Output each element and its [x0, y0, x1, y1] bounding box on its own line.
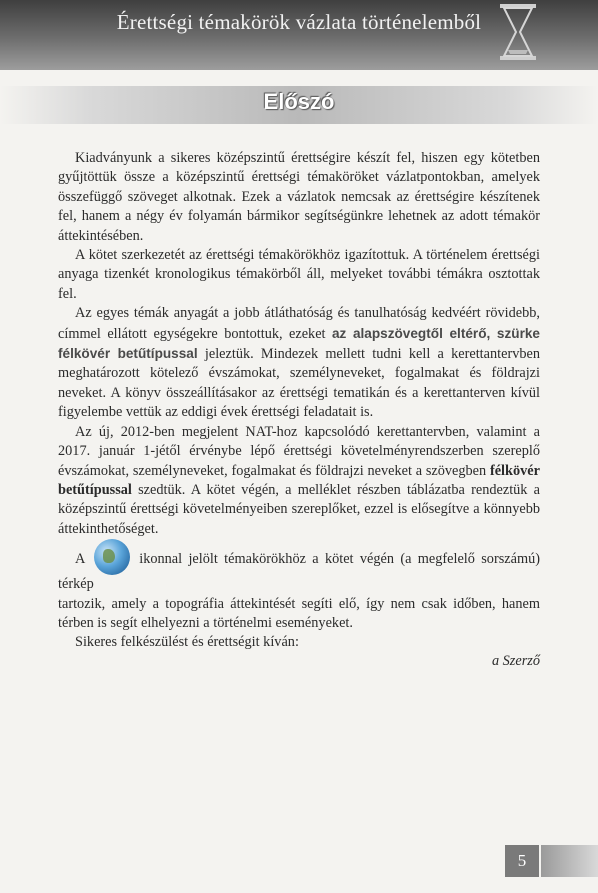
- paragraph-5-line-2: tartozik, amely a topográfia áttekintését segíti elő, így nem csak időben, hanem térben is segít elhelyezni a történelmi eseményeket.: [58, 595, 540, 631]
- paragraph-5-text-a: A: [75, 551, 85, 568]
- page-number-strip: [541, 845, 598, 877]
- section-title: Előszó: [263, 89, 335, 114]
- hourglass-icon: [496, 2, 540, 62]
- closing-line: Sikeres felkészülést és érettségit kíván:: [75, 634, 299, 651]
- paragraph-2: A kötet szerkezetét az érettségi témakörökhöz igazítottuk. A történelem érettségi anyaga tizenkét kronologikus témakörből áll, melyeket további témákra osztottak fel.: [58, 247, 540, 302]
- paragraph-4-text-b: szedtük. A kötet végén, a melléklet részben táblázatba rendeztük a középszintű érettségi követelményeiben szereplőket, ezzel is elősegítve a könnyebb áttekinthetőséget.: [58, 481, 541, 537]
- preface-body: [58, 149, 540, 653]
- paragraph-3-emphasis: az alapszövegtől eltérő, szürke félkövér betűtípussal: [58, 325, 540, 362]
- globe-icon: [94, 539, 130, 575]
- paragraph-5-text-b: ikonnal jelölt témakörökhöz a kötet végén (a megfelelő sorszámú) térkép: [58, 551, 541, 593]
- paragraph-3-text-b: jeleztük. Mindezek mellett tudni kell a kerettantervben meghatározott kötelező évszámokat, személyneveket, fogalmakat és földrajzi neveket. A könyv összeállításakor az érettségi tematikán és a kerettanterven kívül figyelembe vettük az eddigi évek érettségi feladatait is.: [58, 346, 540, 421]
- paragraph-5-line-1: [58, 539, 540, 594]
- signature: a Szerző: [491, 653, 540, 669]
- paragraph-4-text-a: Az új, 2012-ben megjelent NAT-hoz kapcsolódó kerettantervben, valamint a 2017. január 1-jétől érvénybe lépő érettségi követelményrendszerben szereplő évszámokat, személyneveket, fogalmakat és földrajzi neveket a szövegben: [58, 423, 540, 479]
- page-number: 5: [505, 845, 539, 877]
- paragraph-3: [58, 304, 540, 422]
- paragraph-3-text-a: Az egyes témák anyagát a jobb átláthatóság és tanulhatóság kedvéért rövidebb, címmel ellátott egységekre bontottuk, ezeket: [58, 305, 540, 342]
- paragraph-4-emphasis: félkövér betűtípussal: [58, 462, 540, 498]
- paragraph-1: Kiadványunk a sikeres középszintű érettségire készít fel, hiszen egy kötetben gyűjtöttük össze a középszintű érettségi témaköröket vázlatpontokban, amelyek összefüggő szöveget alkotnak. Ezek a vázlatok nemcsak az érettségire készítenek fel, hanem a négy év folyamán bármikor segítségünkre lehetnek az adott témakör áttekintésében.: [58, 150, 540, 244]
- paragraph-4: [58, 423, 540, 539]
- header-title: Érettségi témakörök vázlata történelemből: [116, 10, 482, 34]
